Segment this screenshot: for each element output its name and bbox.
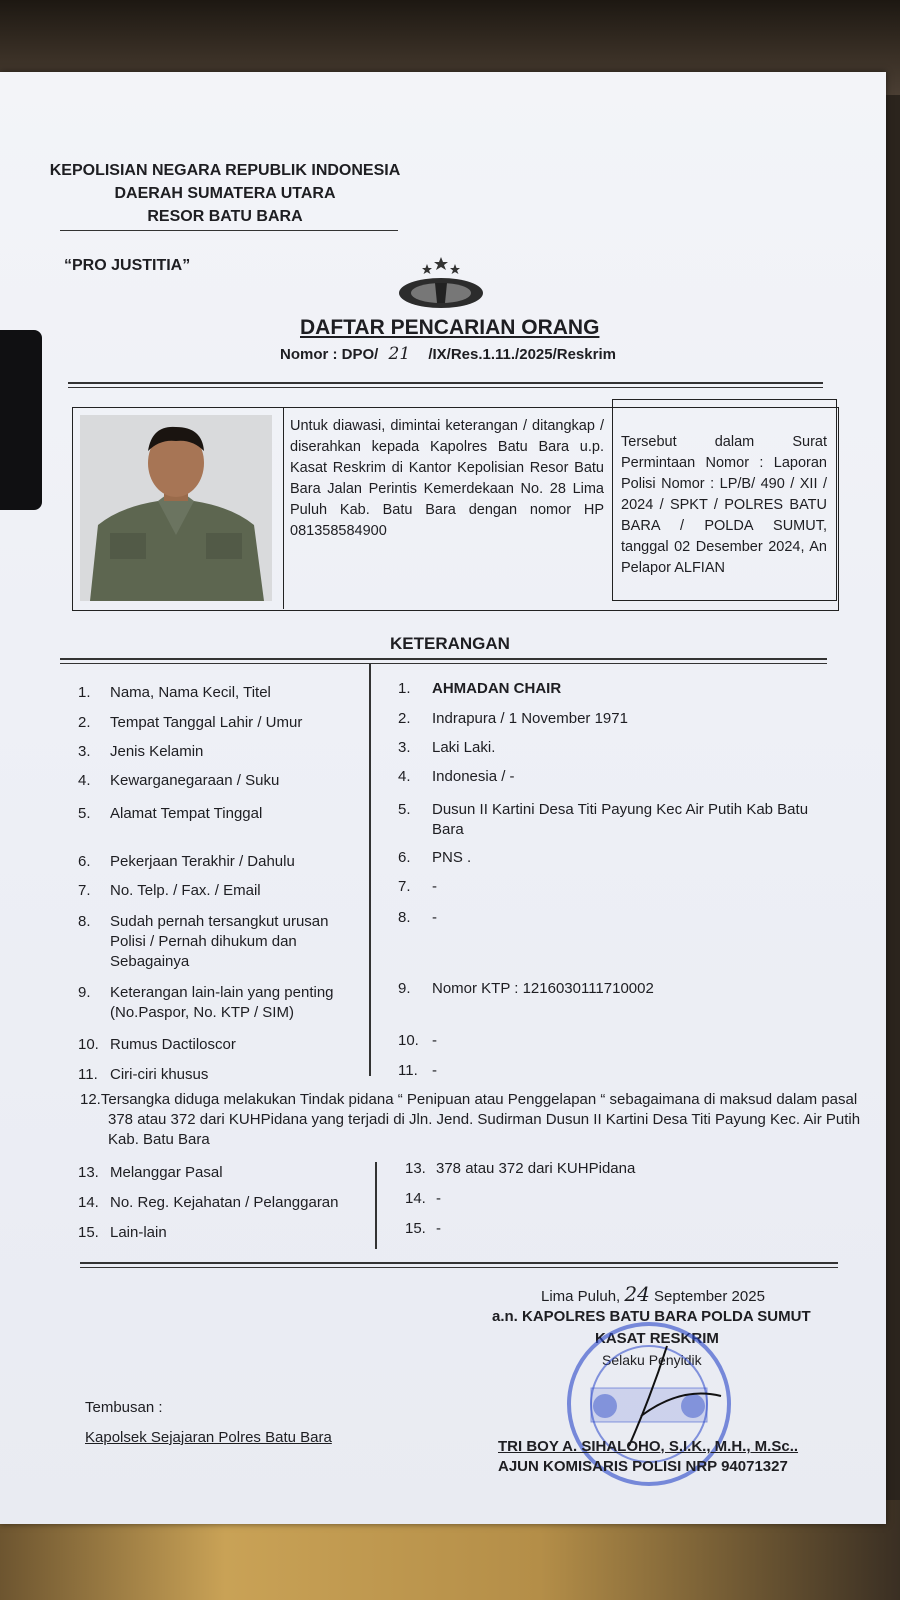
row-number: 10. (78, 1036, 99, 1053)
value-number: 13. (405, 1160, 426, 1177)
row-number: 11. (78, 1066, 98, 1083)
row-value: Indrapura / 1 November 1971 (432, 710, 628, 727)
value-number: 6. (398, 849, 411, 866)
signatory-name: TRI BOY A. SIHALOHO, S.I.K., M.H., M.Sc.. (498, 1438, 799, 1455)
row-label: Kewarganegaraan / Suku (110, 772, 280, 789)
row-label: Ciri-ciri khusus (110, 1066, 209, 1083)
value-number: 15. (405, 1220, 426, 1237)
row-number: 13. (78, 1164, 99, 1181)
row-label: Keterangan lain-lain yang penting (No.Paspor, No. KTP / SIM) (110, 984, 334, 1021)
box-divider-1 (283, 407, 284, 609)
footer-rule (80, 1262, 838, 1268)
row-value: - (436, 1220, 441, 1237)
value-number: 14. (405, 1190, 426, 1207)
number-handwritten: 21 (388, 344, 411, 364)
row-value: Nomor KTP : 1216030111710002 (432, 980, 654, 997)
row-value: 378 atau 372 dari KUHPidana (436, 1160, 636, 1177)
suspect-photo (80, 415, 272, 601)
row-number: 5. (78, 805, 91, 822)
row-label: No. Reg. Kejahatan / Pelanggaran (110, 1194, 339, 1211)
row-label: Pekerjaan Terakhir / Dahulu (110, 853, 295, 870)
row-value: Laki Laki. (432, 739, 496, 756)
row-label: Melanggar Pasal (110, 1164, 223, 1181)
section-rule (60, 658, 827, 664)
tembusan-label: Tembusan : (85, 1399, 163, 1416)
reference-text: Tersebut dalam Surat Permintaan Nomor : Laporan Polisi Nomor : LP/B/ 490 / XII / 2024 / SPKT / POLRES BATU BARA / POLDA SUMUT, tanggal 02 Desember 2024, An Pelapor ALFIAN (621, 434, 827, 576)
row-label: Sudah pernah tersangkut urusan Polisi / Pernah dihukum dan Sebagainya (110, 913, 329, 970)
row-value: Dusun II Kartini Desa Titi Payung Kec Air Putih Kab Batu Bara (432, 801, 809, 838)
document-title: DAFTAR PENCARIAN ORANG (300, 316, 600, 339)
column-divider-2 (375, 1162, 377, 1249)
value-number: 10. (398, 1032, 419, 1049)
signature-position: KASAT RESKRIM (595, 1330, 719, 1347)
row-number: 2. (78, 714, 91, 731)
signature-date (541, 1284, 765, 1307)
value-number: 2. (398, 710, 411, 727)
row-value: - (432, 1062, 437, 1079)
number-suffix: /IX/Res.1.11./2025/Reskrim (428, 346, 616, 363)
row-number: 9. (78, 984, 91, 1001)
row-number: 6. (78, 853, 91, 870)
signature-place: Lima Puluh, (541, 1288, 621, 1305)
value-number: 3. (398, 739, 411, 756)
row-value: PNS . (432, 849, 472, 866)
value-number: 1. (398, 680, 411, 697)
row-number: 3. (78, 743, 91, 760)
row-value: AHMADAN CHAIR (432, 680, 562, 697)
row-value: - (432, 909, 437, 926)
row-number: 15. (78, 1224, 99, 1241)
value-number: 5. (398, 801, 411, 818)
header-line-3: RESOR BATU BARA (147, 208, 303, 225)
signature-month-year: September 2025 (654, 1288, 765, 1305)
header-underline (60, 230, 398, 231)
police-emblem-icon (395, 255, 487, 311)
value-number: 4. (398, 768, 411, 785)
binder-clip (0, 330, 42, 510)
row-label: Rumus Dactiloscor (110, 1036, 236, 1053)
row-label: Jenis Kelamin (110, 743, 204, 760)
value-number: 9. (398, 980, 411, 997)
document-number (280, 344, 616, 364)
row-number: 1. (78, 684, 91, 701)
header-line-2: DAERAH SUMATERA UTARA (114, 185, 336, 202)
row-label: Nama, Nama Kecil, Titel (110, 684, 271, 701)
value-number: 8. (398, 909, 411, 926)
row-label: No. Telp. / Fax. / Email (110, 882, 261, 899)
row-label: Lain-lain (110, 1224, 167, 1241)
row-value: - (432, 878, 437, 895)
row-number: 4. (78, 772, 91, 789)
row-number: 7. (78, 882, 91, 899)
title-rule (68, 382, 823, 388)
signature-role: Selaku Penyidik (602, 1352, 702, 1368)
value-number: 7. (398, 878, 411, 895)
row-label: Alamat Tempat Tinggal (110, 805, 263, 822)
row-label: Tempat Tanggal Lahir / Umur (110, 714, 303, 731)
tembusan-item: Kapolsek Sejajaran Polres Batu Bara (85, 1429, 332, 1446)
pro-justitia: “PRO JUSTITIA” (64, 257, 191, 274)
row-number: 14. (78, 1194, 99, 1211)
instruction-text: Untuk diawasi, dimintai keterangan / ditangkap / diserahkan kepada Kapolres Batu Bara u.p. Kasat Reskrim di Kantor Kepolisian Resor Batu Bara Jalan Perintis Kemerdekaan No. 28 Lima Puluh Kab. Batu Bara dengan nomor HP 081358584900 (290, 418, 604, 539)
section-title-keterangan: KETERANGAN (390, 634, 510, 653)
number-prefix: Nomor : DPO/ (280, 346, 379, 363)
signature-authority: a.n. KAPOLRES BATU BARA POLDA SUMUT (492, 1308, 811, 1325)
value-number: 11. (398, 1062, 418, 1079)
row-value: - (432, 1032, 437, 1049)
row-value: Indonesia / - (432, 768, 515, 785)
item-12-text: 12.Tersangka diduga melakukan Tindak pidana “ Penipuan atau Penggelapan “ sebagaimana di maksud dalam pasal 378 atau 372 dari KUHPidana yang terjadi di Jln. Jend. Sudirman Dusun II Kartini Desa Titi Payung Kec. Air Putih Kab. Batu Bara (80, 1091, 861, 1148)
signatory-rank: AJUN KOMISARIS POLISI NRP 94071327 (498, 1458, 788, 1475)
column-divider (369, 664, 371, 1076)
row-value: - (436, 1190, 441, 1207)
row-number: 8. (78, 913, 91, 930)
signature-day: 24 (624, 1282, 650, 1306)
header-line-1: KEPOLISIAN NEGARA REPUBLIK INDONESIA (49, 162, 401, 179)
